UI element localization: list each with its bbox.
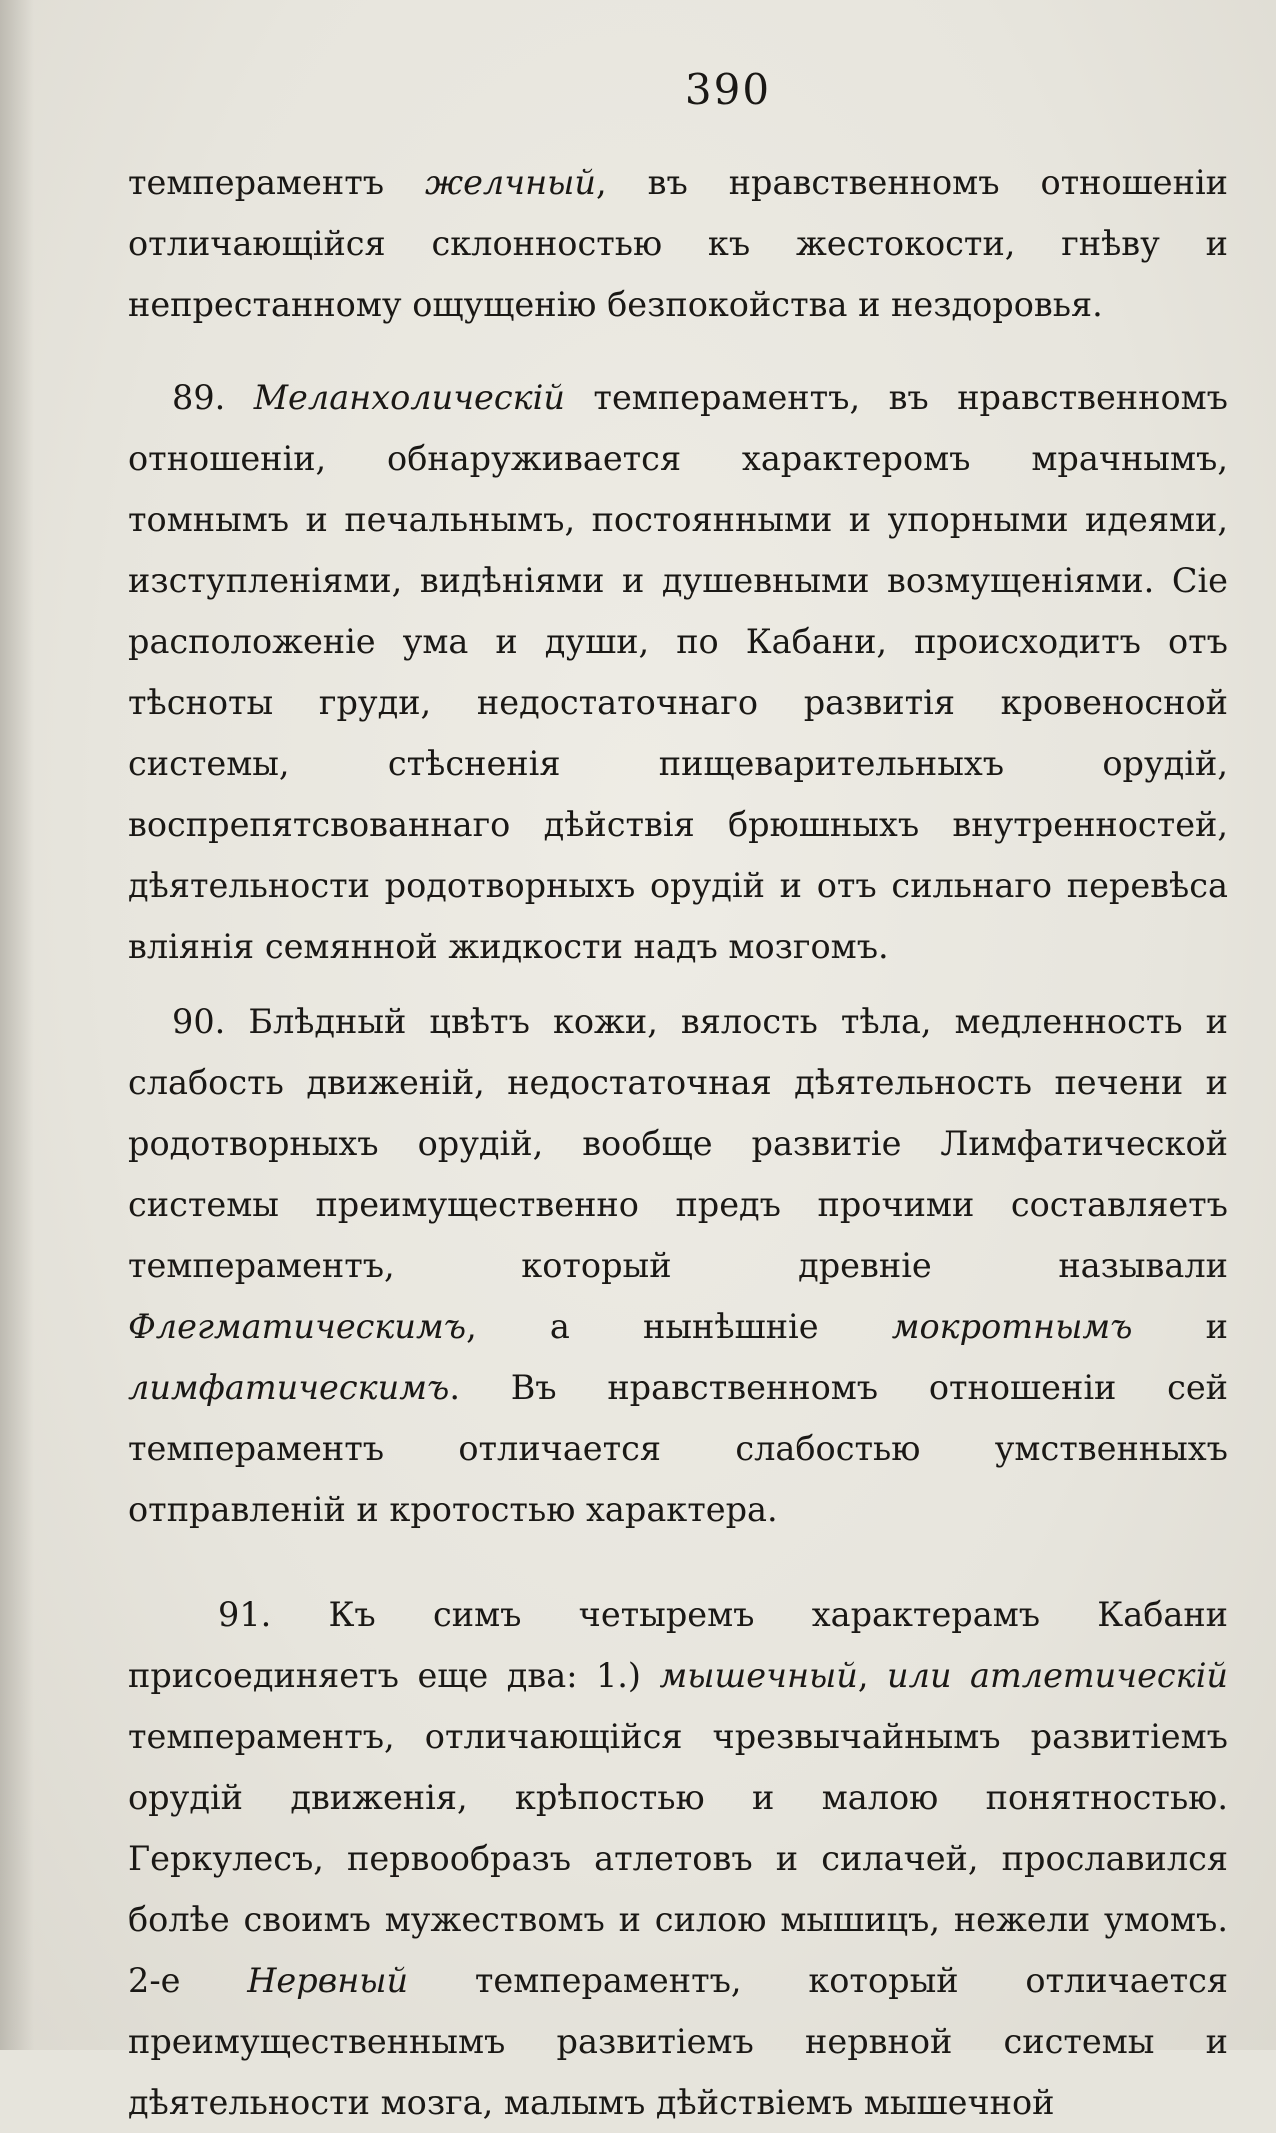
paragraph-segment-italic: лимфатическимъ bbox=[128, 1368, 450, 1407]
paragraph-segment: , а нынѣшніе bbox=[466, 1307, 892, 1346]
paragraph-segment-italic: мокротнымъ bbox=[891, 1307, 1133, 1346]
page-number: 390 bbox=[684, 65, 772, 114]
paragraph-segment: темпераментъ bbox=[128, 163, 425, 202]
paragraph-segment-italic: или атлетическій bbox=[887, 1656, 1228, 1695]
page-body bbox=[128, 152, 1228, 2133]
paragraph-segment-italic: Флегматическимъ bbox=[128, 1307, 467, 1346]
paragraph-number: 89. bbox=[172, 378, 254, 417]
paragraph-segment: темпераментъ, въ нравственномъ отношеніи, обнаруживается характеромъ мрачнымъ, томнымъ и печальнымъ, постоянными и упорными идеями, изступленіями, видѣніями и душевными возмущеніями. Сіе расположеніе ума и души, по Кабани, происходитъ отъ тѣсноты груди, недостаточнаго развитія кровеносной системы, стѣсненія пищеварительныхъ орудій, воспрепятсвованнаго дѣйствія брюшныхъ внутренностей, дѣятельности родотворныхъ орудій и отъ сильнаго перевѣса вліянія семянной жидкости надъ мозгомъ. bbox=[128, 378, 1228, 966]
paragraph-segment-italic: Нервный bbox=[247, 1961, 409, 2000]
paragraph-segment: 90. Блѣдный цвѣтъ кожи, вялость тѣла, медленность и слабость движеній, недостаточная дѣятельность печени и родотворныхъ орудій, вообще развитіе Лимфатической системы преимущественно предъ прочими составляетъ темпераментъ, который древніе называли bbox=[128, 1002, 1228, 1285]
paragraph-segment-italic: Меланхолическій bbox=[253, 378, 565, 417]
paragraph-91 bbox=[128, 1584, 1228, 2133]
paragraph-segment: темпераментъ, который отличается преимущественнымъ развитіемъ нервной системы и дѣятельности мозга, малымъ дѣйствіемъ мышечной bbox=[128, 1961, 1228, 2122]
paragraph-segment: , bbox=[857, 1656, 888, 1695]
paragraph-segment: , въ нравственномъ отношеніи отличающійся склонностью къ жестокости, гнѣву и непрестанному ощущенію безпокойства и нездоровья. bbox=[128, 163, 1228, 324]
paragraph-segment: и bbox=[1132, 1307, 1228, 1346]
paragraph-continued bbox=[128, 152, 1228, 335]
paragraph-89 bbox=[128, 367, 1228, 977]
paragraph-segment: . Въ нравственномъ отношеніи сей темпераментъ отличается слабостью умственныхъ отправленій и кротостью характера. bbox=[128, 1368, 1228, 1529]
paragraph-90 bbox=[128, 991, 1228, 1540]
paragraph-segment-italic: желчный bbox=[425, 163, 597, 202]
paragraph-segment: темпераментъ, отличающійся чрезвычайнымъ развитіемъ орудій движенія, крѣпостью и малою понятностью. Геркулесъ, первообразъ атлетовъ и силачей, прославился болѣе своимъ мужествомъ и силою мышицъ, нежели умомъ. 2-е bbox=[128, 1717, 1228, 2000]
paragraph-segment: 91. Къ симъ четыремъ характерамъ Кабани присоединяетъ еще два: 1.) bbox=[128, 1595, 1228, 1695]
paragraph-segment-italic: мышечный bbox=[659, 1656, 858, 1695]
